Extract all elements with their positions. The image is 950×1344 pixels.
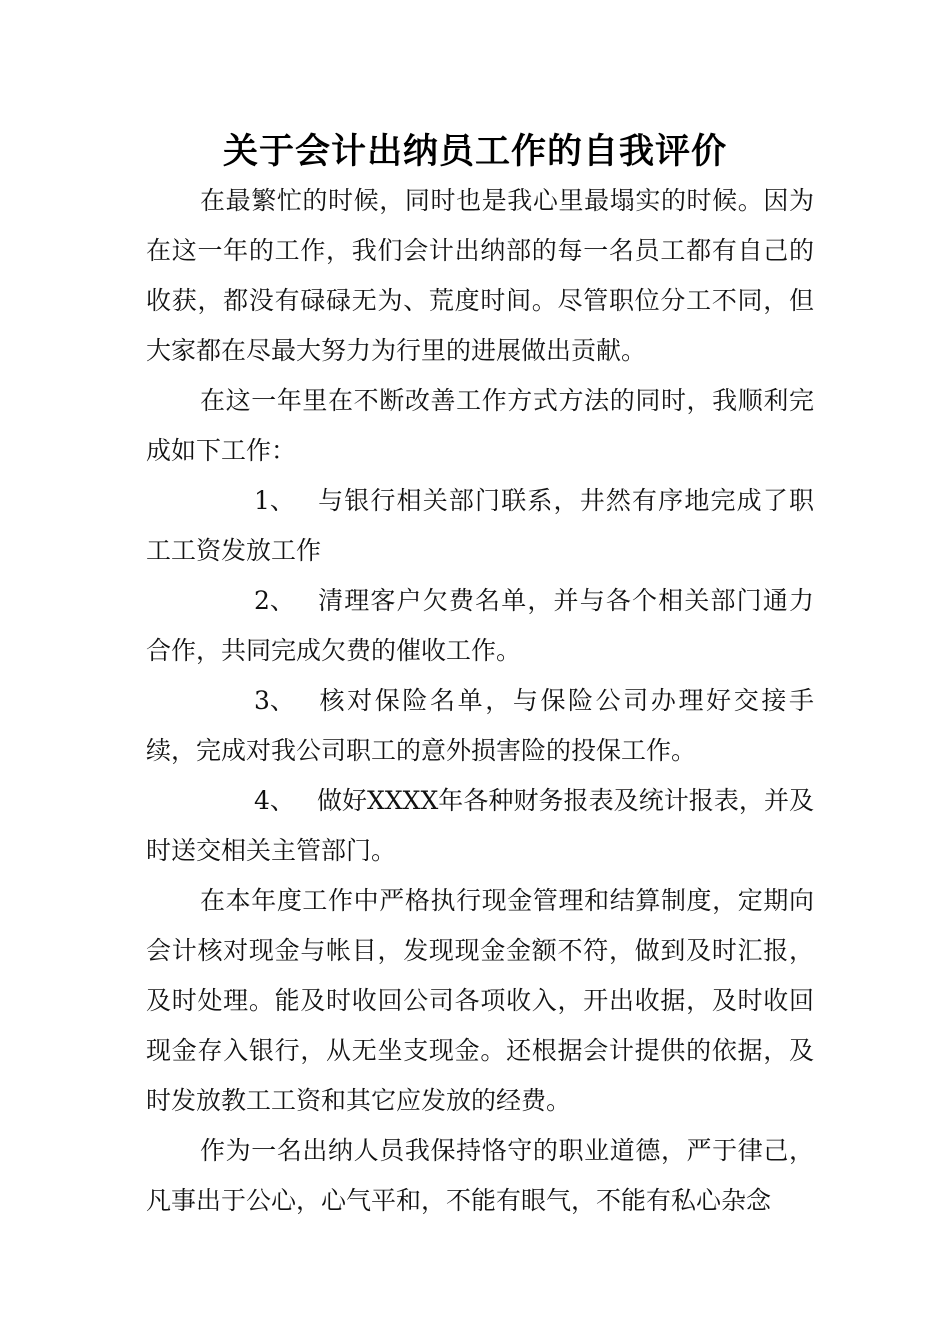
list-item-number: 3、 (254, 686, 295, 715)
list-item (146, 576, 814, 676)
list-item (146, 776, 814, 876)
list-item (146, 476, 814, 576)
cash-management-paragraph: 在本年度工作中严格执行现金管理和结算制度，定期向会计核对现金与帐目，发现现金金额不符，做到及时汇报，及时处理。能及时收回公司各项收入，开出收据，及时收回现金存入银行，从无坐支现金。还根据会计提供的依据，及时发放教工工资和其它应发放的经费。 (146, 886, 814, 1115)
document-body (146, 176, 814, 1226)
list-item-text: 做好XXXX年各种财务报表及统计报表，并及时送交相关主管部门。 (146, 786, 814, 865)
list-item (146, 676, 814, 776)
list-item-text: 核对保险名单，与保险公司办理好交接手续，完成对我公司职工的意外损害险的投保工作。 (146, 686, 814, 765)
lead-paragraph: 在这一年里在不断改善工作方式方法的同时，我顺利完成如下工作： (146, 386, 814, 465)
list-item-number: 2、 (254, 586, 295, 615)
intro-paragraph: 在最繁忙的时候，同时也是我心里最塌实的时候。因为在这一年的工作，我们会计出纳部的每一名员工都有自己的收获，都没有碌碌无为、荒度时间。尽管职位分工不同，但大家都在尽最大努力为行里的进展做出贡献。 (146, 186, 814, 365)
list-item-text: 与银行相关部门联系，井然有序地完成了职工工资发放工作 (146, 486, 814, 565)
list-item-number: 4、 (254, 786, 295, 815)
list-item-text: 清理客户欠费名单，并与各个相关部门通力合作，共同完成欠费的催收工作。 (146, 586, 814, 665)
list-item-number: 1、 (254, 486, 295, 515)
document-title: 关于会计出纳员工作的自我评价 (222, 132, 727, 172)
ethics-paragraph: 作为一名出纳人员我保持恪守的职业道德，严于律己，凡事出于公心，心气平和，不能有眼气，不能有私心杂念 (146, 1136, 814, 1215)
